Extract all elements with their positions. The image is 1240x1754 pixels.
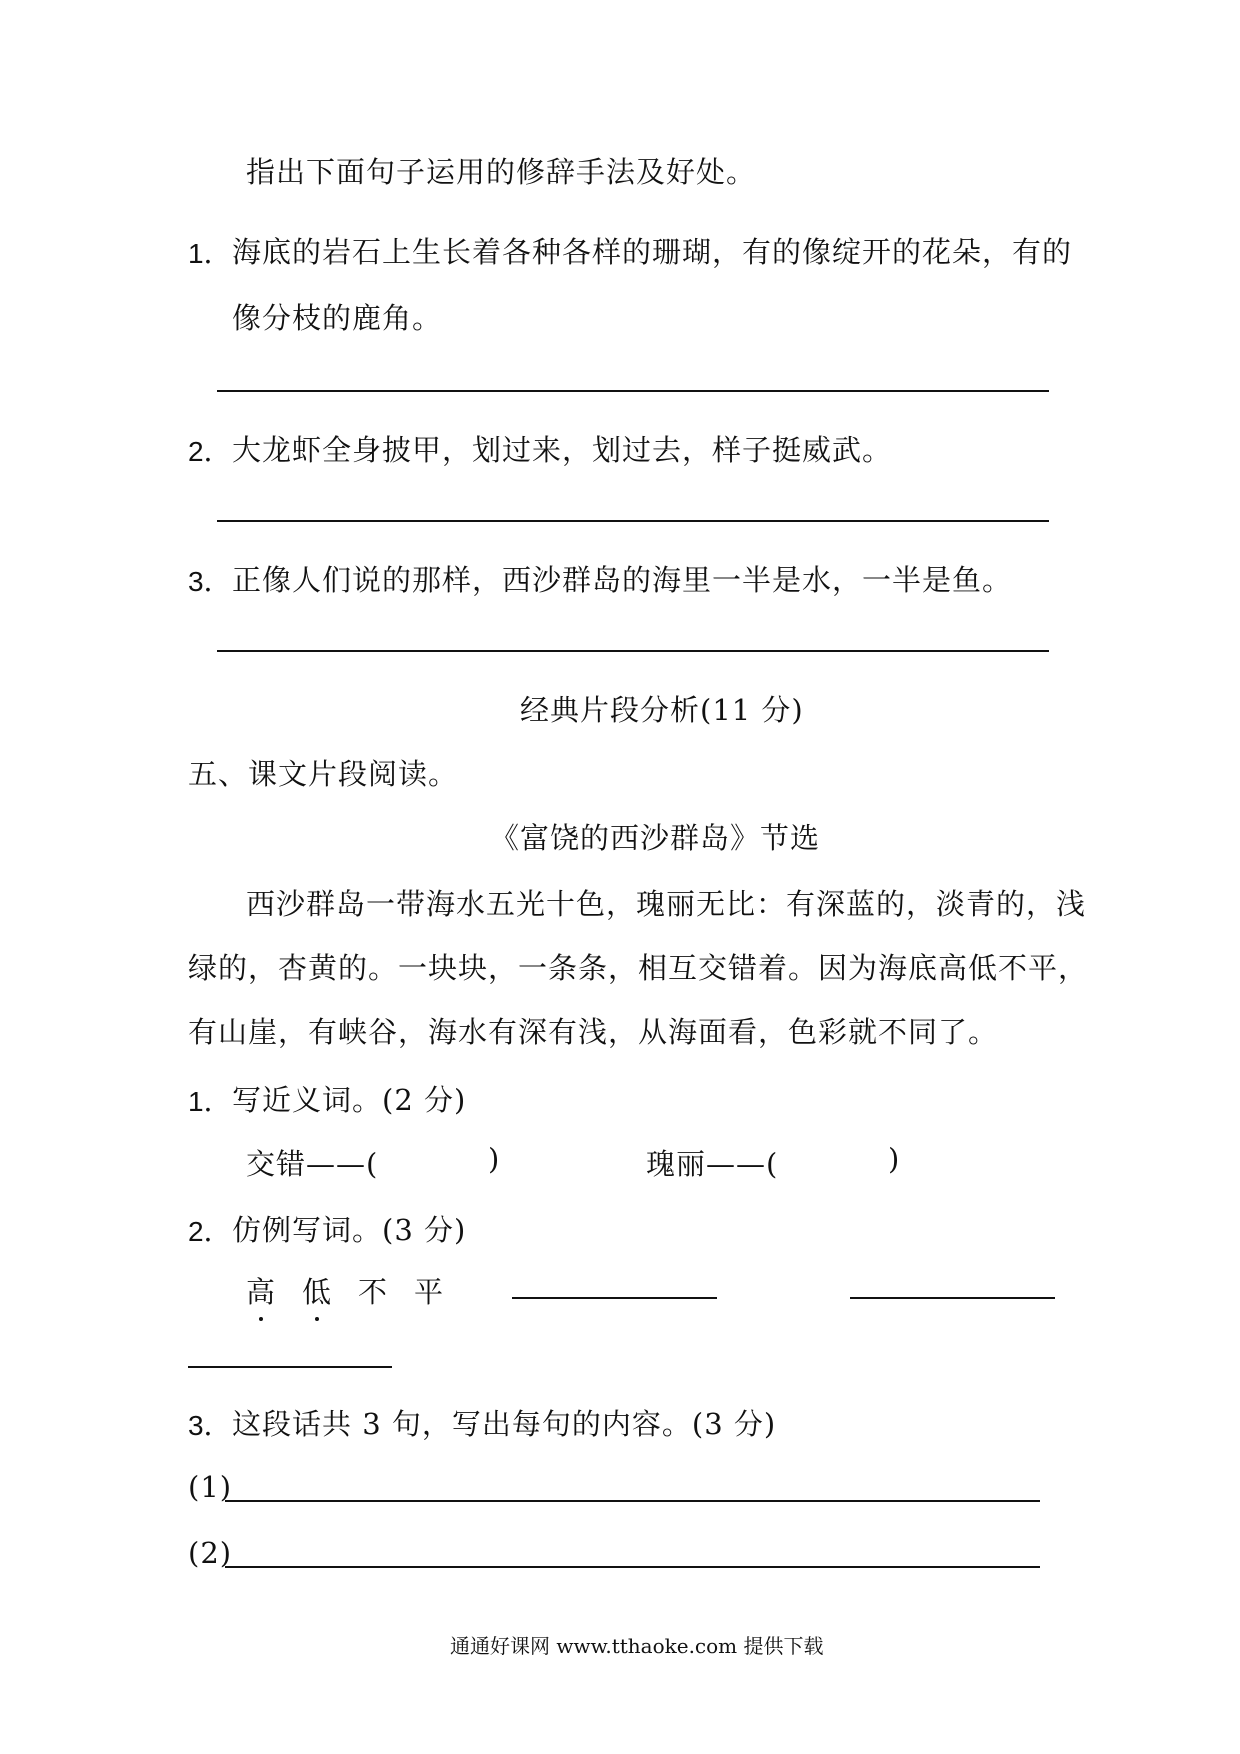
- answer-line-3[interactable]: [217, 650, 1049, 652]
- q2-number: 2．: [188, 1216, 232, 1247]
- q2-answer-line-3[interactable]: [188, 1366, 392, 1368]
- section-5-title: 五、课文片段阅读。: [188, 757, 459, 791]
- item-3-number: 3．: [188, 566, 232, 597]
- q3-answer-line-2[interactable]: [225, 1566, 1040, 1568]
- item-1-line2: 像分枝的鹿角。: [232, 301, 443, 335]
- example-char-4: 平: [414, 1275, 445, 1309]
- example-char-3: 不: [358, 1275, 389, 1309]
- q2-answer-line-2[interactable]: [850, 1297, 1055, 1299]
- q3-label-2: (2): [188, 1536, 233, 1570]
- q1-number: 1．: [188, 1086, 232, 1117]
- q1-word-1: 交错——(: [246, 1147, 379, 1181]
- q3-number: 3．: [188, 1410, 232, 1441]
- example-char-2: 低: [302, 1270, 332, 1311]
- q3-label-1: (1): [188, 1470, 233, 1504]
- example-word: [246, 1270, 470, 1311]
- item-1-line1: 海底的岩石上生长着各种各样的珊瑚，有的像绽开的花朵，有的: [232, 235, 1073, 269]
- q2-text: 仿例写词。(3 分): [232, 1213, 467, 1247]
- q3-text: 这段话共 3 句，写出每句的内容。(3 分): [232, 1407, 777, 1441]
- item-3-text: 正像人们说的那样，西沙群岛的海里一半是水，一半是鱼。: [232, 563, 1013, 597]
- q1-word-2: 瑰丽——(: [646, 1147, 779, 1181]
- item-2-number: 2．: [188, 436, 232, 467]
- answer-line-1[interactable]: [217, 390, 1049, 392]
- q3-answer-line-1[interactable]: [225, 1500, 1040, 1502]
- footer: 通通好课网 www.tthaoke.com 提供下载: [450, 1634, 824, 1658]
- passage-line-1: 西沙群岛一带海水五光十色，瑰丽无比：有深蓝的，淡青的，浅: [246, 887, 1087, 921]
- answer-line-2[interactable]: [217, 520, 1049, 522]
- passage-line-2: 绿的，杏黄的。一块块，一条条，相互交错着。因为海底高低不平，: [188, 951, 1089, 985]
- item-1-number: 1．: [188, 238, 232, 269]
- section-header: 经典片段分析(11 分): [520, 693, 804, 727]
- q1-text: 写近义词。(2 分): [232, 1083, 467, 1117]
- passage-line-3: 有山崖，有峡谷，海水有深有浅，从海面看，色彩就不同了。: [188, 1015, 999, 1049]
- instruction: 指出下面句子运用的修辞手法及好处。: [246, 155, 757, 189]
- example-char-1: 高: [246, 1270, 276, 1311]
- q1-blank-2-close: ): [888, 1142, 901, 1176]
- passage-title: 《富饶的西沙群岛》节选: [490, 821, 821, 855]
- q1-blank-1-close: ): [488, 1142, 501, 1176]
- q2-answer-line-1[interactable]: [512, 1297, 717, 1299]
- item-2-text: 大龙虾全身披甲，划过来，划过去，样子挺威武。: [232, 433, 893, 467]
